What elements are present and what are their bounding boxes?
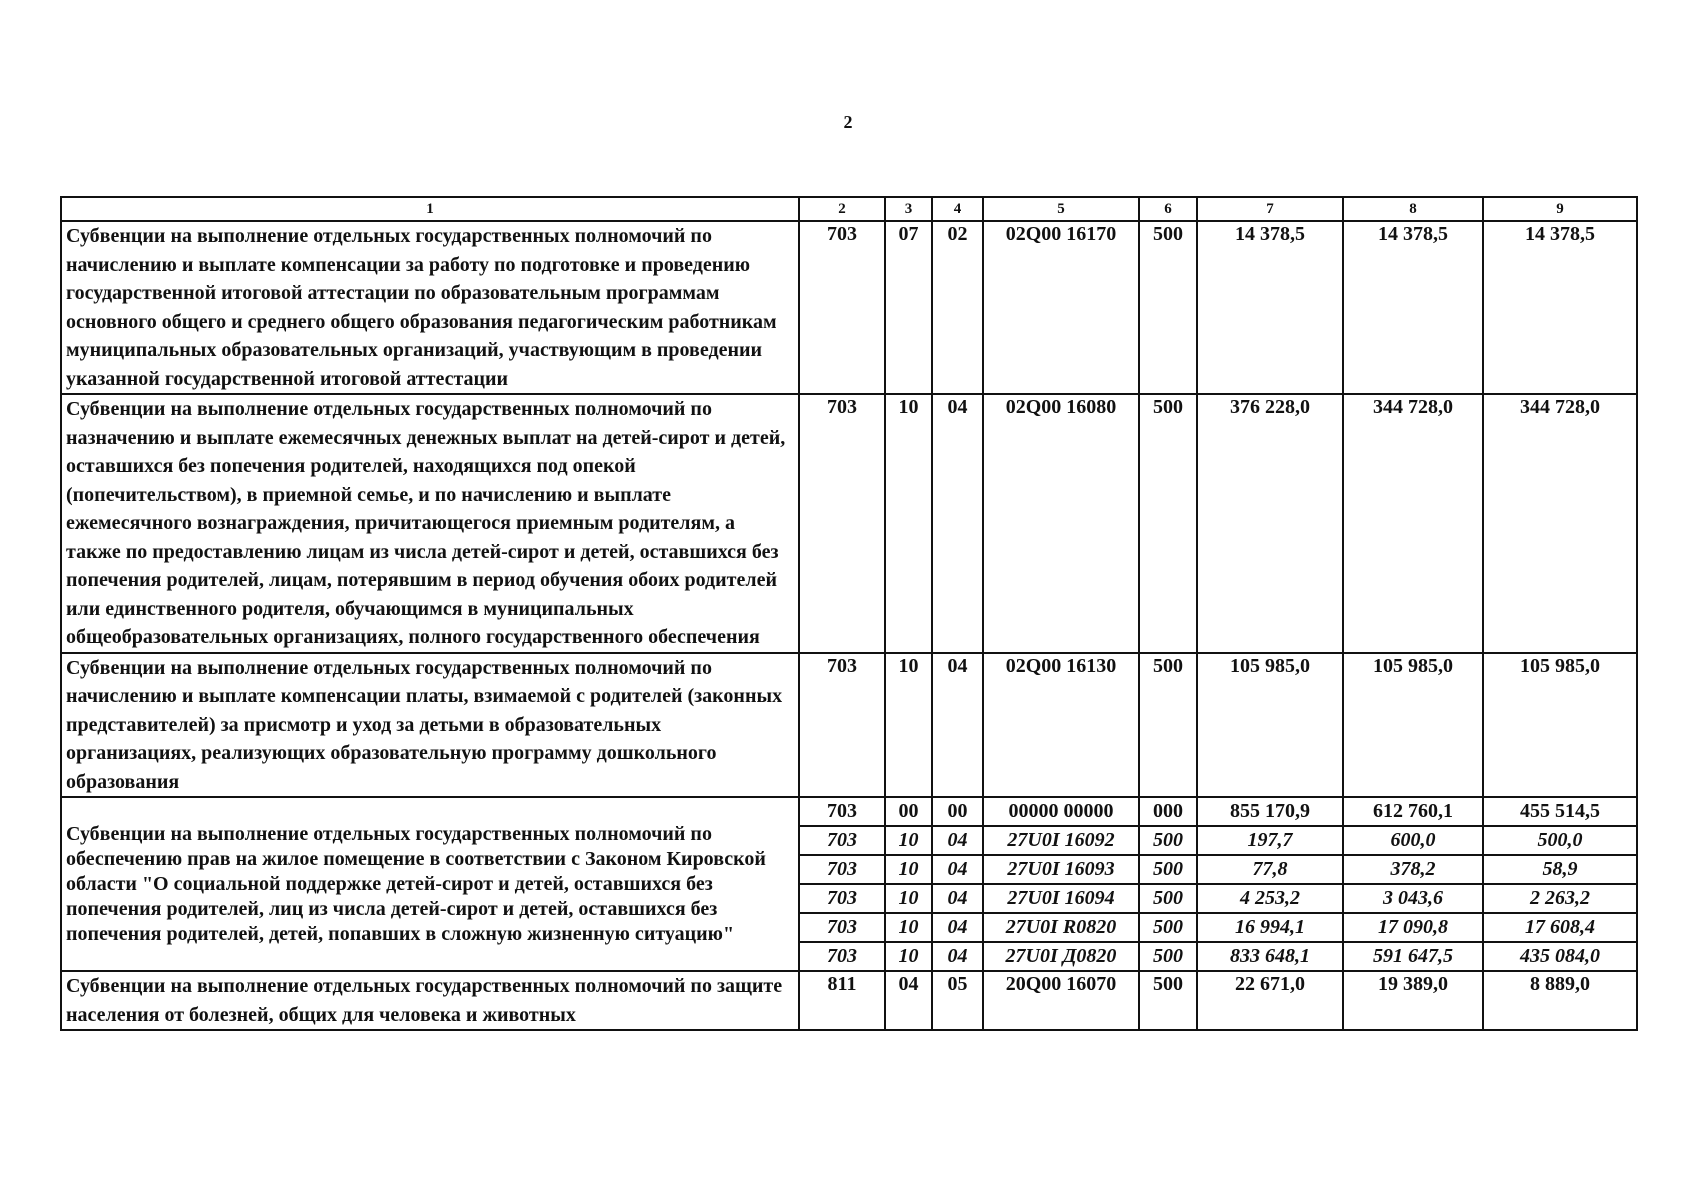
cell-amount-col9: 17 608,4 — [1483, 913, 1637, 942]
cell-section: 10 — [885, 394, 932, 653]
column-header: 8 — [1343, 197, 1483, 221]
cell-target-article: 27U0I R0820 — [983, 913, 1139, 942]
cell-section: 10 — [885, 826, 932, 855]
cell-target-article: 27U0I 16092 — [983, 826, 1139, 855]
cell-amount-col8: 378,2 — [1343, 855, 1483, 884]
row-description: Субвенции на выполнение отдельных государственных полномочий по начислению и выплате компенсации за работу по подготовке и проведению государственной итоговой аттестации по образовательным программам основного общего и среднего общего образования педагогическим работникам муниципальных образовательных организаций, участвующим в проведении указанной государственной итоговой аттестации — [61, 221, 799, 394]
cell-amount-col8: 600,0 — [1343, 826, 1483, 855]
cell-amount-col7: 22 671,0 — [1197, 971, 1343, 1030]
cell-amount-col9: 2 263,2 — [1483, 884, 1637, 913]
column-header: 7 — [1197, 197, 1343, 221]
cell-target-article: 02Q00 16170 — [983, 221, 1139, 394]
cell-ministry-code: 703 — [799, 884, 885, 913]
cell-section: 10 — [885, 884, 932, 913]
column-header: 5 — [983, 197, 1139, 221]
budget-table — [60, 196, 1638, 1031]
cell-amount-col7: 4 253,2 — [1197, 884, 1343, 913]
cell-expense-type: 000 — [1139, 797, 1197, 826]
cell-expense-type: 500 — [1139, 394, 1197, 653]
cell-amount-col9: 455 514,5 — [1483, 797, 1637, 826]
cell-expense-type: 500 — [1139, 826, 1197, 855]
table-row — [61, 394, 1637, 653]
cell-ministry-code: 811 — [799, 971, 885, 1030]
cell-amount-col9: 105 985,0 — [1483, 653, 1637, 798]
row-description: Субвенции на выполнение отдельных государственных полномочий по обеспечению прав на жилое помещение в соответствии с Законом Кировской области "О социальной поддержке детей-сирот и детей, оставшихся без попечения родителей, лиц из числа детей-сирот и детей, оставшихся без попечения родителей, детей, попавших в сложную жизненную ситуацию" — [61, 797, 799, 971]
cell-subsection: 04 — [932, 653, 983, 798]
cell-subsection: 04 — [932, 942, 983, 971]
cell-amount-col9: 344 728,0 — [1483, 394, 1637, 653]
cell-target-article: 20Q00 16070 — [983, 971, 1139, 1030]
cell-expense-type: 500 — [1139, 221, 1197, 394]
cell-amount-col9: 14 378,5 — [1483, 221, 1637, 394]
cell-amount-col8: 591 647,5 — [1343, 942, 1483, 971]
cell-subsection: 00 — [932, 797, 983, 826]
column-header: 3 — [885, 197, 932, 221]
cell-subsection: 04 — [932, 855, 983, 884]
cell-ministry-code: 703 — [799, 855, 885, 884]
column-header: 6 — [1139, 197, 1197, 221]
cell-amount-col7: 105 985,0 — [1197, 653, 1343, 798]
cell-section: 10 — [885, 942, 932, 971]
cell-ministry-code: 703 — [799, 797, 885, 826]
cell-section: 10 — [885, 855, 932, 884]
cell-amount-col7: 77,8 — [1197, 855, 1343, 884]
cell-target-article: 02Q00 16130 — [983, 653, 1139, 798]
table-row — [61, 797, 1637, 826]
cell-subsection: 04 — [932, 394, 983, 653]
cell-ministry-code: 703 — [799, 826, 885, 855]
row-description: Субвенции на выполнение отдельных государственных полномочий по защите населения от болезней, общих для человека и животных — [61, 971, 799, 1030]
cell-amount-col8: 105 985,0 — [1343, 653, 1483, 798]
cell-expense-type: 500 — [1139, 855, 1197, 884]
cell-amount-col7: 376 228,0 — [1197, 394, 1343, 653]
table-row — [61, 221, 1637, 394]
cell-section: 04 — [885, 971, 932, 1030]
row-description: Субвенции на выполнение отдельных государственных полномочий по назначению и выплате ежемесячных денежных выплат на детей-сирот и детей, оставшихся без попечения родителей, находящихся под опекой (попечительством), в приемной семье, и по начислению и выплате ежемесячного вознаграждения, причитающегося приемным родителям, а также по предоставлению лицам из числа детей-сирот и детей, оставшихся без попечения родителей, лицам, потерявшим в период обучения обоих родителей или единственного родителя, обучающимся в муниципальных общеобразовательных организациях, полного государственного обеспечения — [61, 394, 799, 653]
cell-subsection: 05 — [932, 971, 983, 1030]
table-row — [61, 971, 1637, 1030]
cell-expense-type: 500 — [1139, 884, 1197, 913]
cell-expense-type: 500 — [1139, 942, 1197, 971]
cell-amount-col8: 3 043,6 — [1343, 884, 1483, 913]
table-row — [61, 653, 1637, 798]
cell-ministry-code: 703 — [799, 653, 885, 798]
cell-expense-type: 500 — [1139, 653, 1197, 798]
cell-amount-col9: 435 084,0 — [1483, 942, 1637, 971]
cell-amount-col7: 197,7 — [1197, 826, 1343, 855]
cell-amount-col8: 344 728,0 — [1343, 394, 1483, 653]
cell-amount-col9: 58,9 — [1483, 855, 1637, 884]
cell-expense-type: 500 — [1139, 913, 1197, 942]
cell-amount-col8: 612 760,1 — [1343, 797, 1483, 826]
cell-amount-col7: 14 378,5 — [1197, 221, 1343, 394]
column-header: 2 — [799, 197, 885, 221]
cell-subsection: 04 — [932, 826, 983, 855]
row-description: Субвенции на выполнение отдельных государственных полномочий по начислению и выплате компенсации платы, взимаемой с родителей (законных представителей) за присмотр и уход за детьми в образовательных организациях, реализующих образовательную программу дошкольного образования — [61, 653, 799, 798]
column-header: 9 — [1483, 197, 1637, 221]
cell-expense-type: 500 — [1139, 971, 1197, 1030]
column-header: 1 — [61, 197, 799, 221]
cell-amount-col7: 16 994,1 — [1197, 913, 1343, 942]
cell-subsection: 04 — [932, 884, 983, 913]
cell-amount-col9: 8 889,0 — [1483, 971, 1637, 1030]
cell-target-article: 27U0I Д0820 — [983, 942, 1139, 971]
cell-subsection: 02 — [932, 221, 983, 394]
cell-section: 07 — [885, 221, 932, 394]
cell-subsection: 04 — [932, 913, 983, 942]
page-number: 2 — [843, 112, 853, 132]
cell-ministry-code: 703 — [799, 942, 885, 971]
cell-amount-col9: 500,0 — [1483, 826, 1637, 855]
cell-ministry-code: 703 — [799, 394, 885, 653]
cell-target-article: 27U0I 16093 — [983, 855, 1139, 884]
cell-amount-col8: 17 090,8 — [1343, 913, 1483, 942]
cell-amount-col7: 833 648,1 — [1197, 942, 1343, 971]
cell-target-article: 02Q00 16080 — [983, 394, 1139, 653]
cell-amount-col7: 855 170,9 — [1197, 797, 1343, 826]
cell-target-article: 00000 00000 — [983, 797, 1139, 826]
cell-section: 00 — [885, 797, 932, 826]
cell-section: 10 — [885, 653, 932, 798]
cell-ministry-code: 703 — [799, 221, 885, 394]
cell-amount-col8: 14 378,5 — [1343, 221, 1483, 394]
column-header: 4 — [932, 197, 983, 221]
cell-section: 10 — [885, 913, 932, 942]
header-row — [61, 197, 1637, 221]
cell-target-article: 27U0I 16094 — [983, 884, 1139, 913]
cell-ministry-code: 703 — [799, 913, 885, 942]
cell-amount-col8: 19 389,0 — [1343, 971, 1483, 1030]
